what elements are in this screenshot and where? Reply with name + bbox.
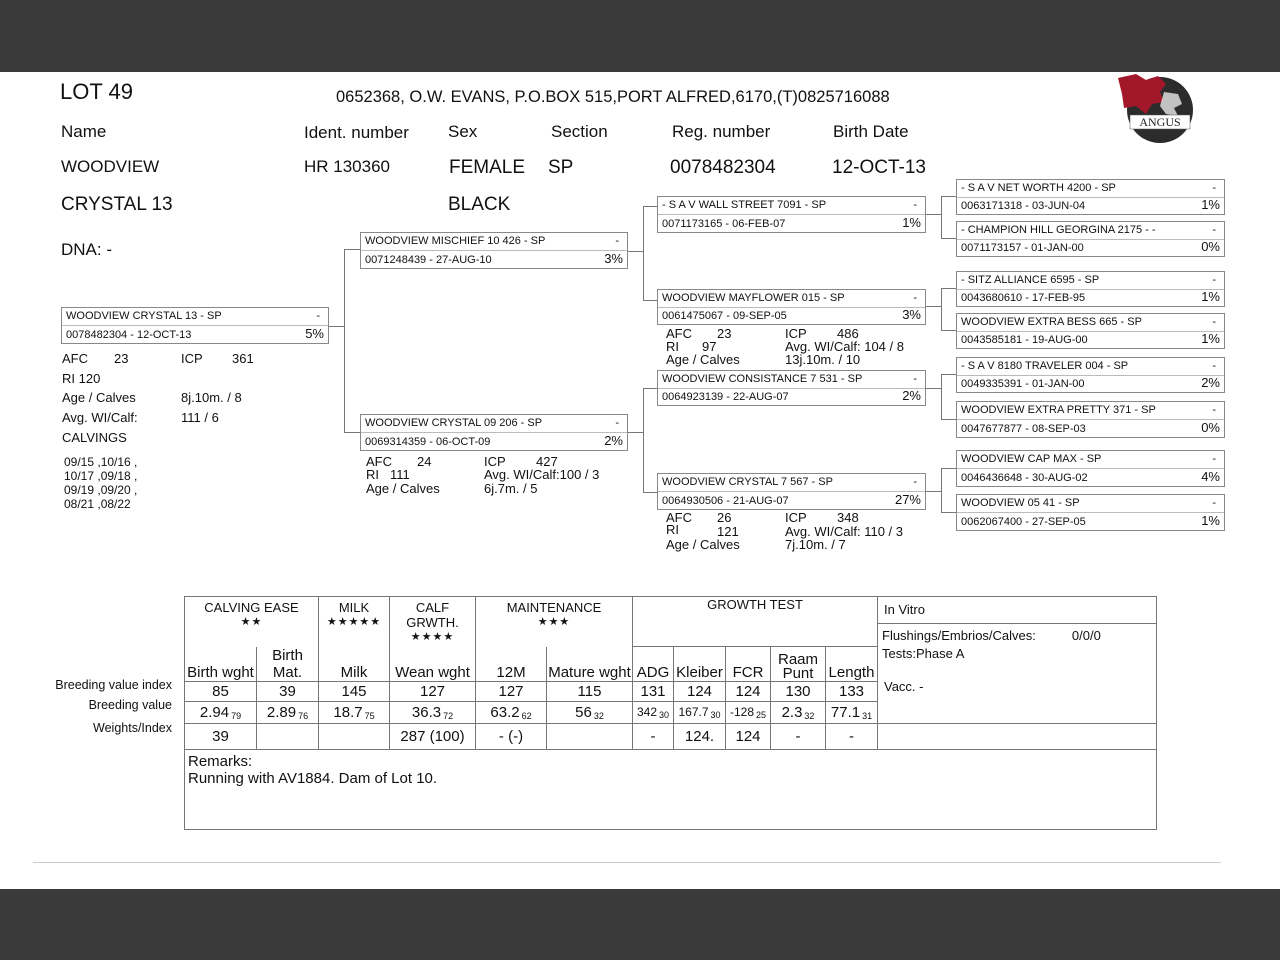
dam-age-label: Age / Calves: [366, 481, 440, 496]
weight-cell: 124: [726, 723, 771, 749]
index-cell: 124: [726, 681, 771, 701]
bv-cell: 56 $_{32}$: [547, 701, 633, 723]
gp-icp-value: 486: [837, 326, 859, 341]
gp-ri-value: 97: [702, 339, 717, 354]
gp-icp-label: ICP: [785, 326, 807, 341]
top-letterbox: [0, 0, 1280, 72]
wi-label: Avg. WI/Calf:: [62, 410, 138, 425]
pedigree-gp-box: WOODVIEW CRYSTAL 7 567 - SP - 0064930506 - 21-AUG-07 27%: [657, 473, 926, 510]
pedigree-ggp-box: - CHAMPION HILL GEORGINA 2175 - - - 0071173157 - 01-JAN-00 0%: [956, 221, 1225, 257]
section-header: Section: [551, 122, 608, 141]
weight-cell: 39: [185, 723, 257, 749]
gp-age-value: 13j.10m. / 10: [785, 352, 861, 367]
age-value: 8j.10m. / 8: [181, 390, 242, 405]
gp-icp-label: ICP: [785, 510, 807, 525]
pedigree-sire-box: WOODVIEW MISCHIEF 10 426 - SP - 0071248439 - 27-AUG-10 3%: [360, 232, 628, 269]
bv-cell: 2.89 $_{76}$: [257, 701, 319, 723]
age-label: Age / Calves: [62, 390, 136, 405]
dam-age-value: 6j.7m. / 5: [484, 481, 538, 496]
growth-test-group: GROWTH TEST: [633, 597, 878, 647]
side-info-panel: In Vitro Flushings/Embrios/Calves: 0/0/0 Tests:Phase A Vacc. -: [878, 597, 1157, 724]
weight-cell: -: [633, 723, 674, 749]
pedigree-ggp-box: WOODVIEW EXTRA PRETTY 371 - SP - 0047677877 - 08-SEP-03 0%: [956, 401, 1225, 438]
weight-cell: [547, 723, 633, 749]
index-cell: 133: [826, 681, 878, 701]
gp-age-label: Age / Calves: [666, 537, 740, 552]
weight-cell: - (-): [476, 723, 547, 749]
box-reg: 0078482304 - 12-OCT-13: [66, 329, 192, 341]
dam-ri-label: RI: [366, 467, 379, 482]
pedigree-ggp-box: - SITZ ALLIANCE 6595 - SP - 0043680610 - 17-FEB-95 1%: [956, 271, 1225, 307]
pedigree-gp-box: WOODVIEW CONSISTANCE 7 531 - SP - 0064923139 - 22-AUG-07 2%: [657, 370, 926, 406]
col-header: Milk: [319, 647, 390, 682]
bv-cell: 2.3 $_{32}$: [771, 701, 826, 723]
reg-number: 0078482304: [670, 157, 776, 178]
performance-table: [184, 596, 1157, 830]
lot-number: LOT 49: [60, 79, 133, 104]
row-label-index: Breeding value index: [55, 678, 172, 692]
calvings-line: 08/21 ,08/22: [64, 497, 131, 511]
box-pct: 5%: [305, 326, 324, 341]
divider: [33, 862, 1221, 863]
afc-value: 23: [114, 351, 129, 366]
dam-ri-value: 111: [390, 467, 410, 482]
weight-cell: 124.: [674, 723, 726, 749]
pedigree-ggp-box: WOODVIEW 05 41 - SP - 0062067400 - 27-SEP-05 1%: [956, 494, 1225, 531]
icp-value: 361: [232, 351, 254, 366]
index-cell: 39: [257, 681, 319, 701]
logo-text: ANGUS: [1139, 115, 1181, 129]
birth-header: Birth Date: [833, 122, 909, 141]
gp-icp-value: 348: [837, 510, 859, 525]
col-header: Kleiber: [674, 647, 726, 682]
remarks-label: Remarks:: [188, 752, 253, 770]
gp-ri-label: RI: [666, 522, 679, 537]
index-cell: 124: [674, 681, 726, 701]
calf-growth-group: CALF GRWTH. ★★★★: [390, 597, 476, 647]
pedigree-ggp-box: WOODVIEW CAP MAX - SP - 0046436648 - 30-AUG-02 4%: [956, 450, 1225, 487]
angus-logo: [1116, 72, 1194, 144]
weight-cell: 287 (100): [390, 723, 476, 749]
index-cell: 115: [547, 681, 633, 701]
row-label-weights: Weights/Index: [93, 721, 172, 735]
col-header: ADG: [633, 647, 674, 682]
gp-afc-value: 26: [717, 510, 732, 525]
calvings-line: 10/17 ,09/18 ,: [64, 469, 138, 483]
index-cell: 127: [390, 681, 476, 701]
gp-age-value: 7j.10m. / 7: [785, 537, 846, 552]
ident-header: Ident. number: [304, 123, 409, 142]
gp-ri-value: 121: [717, 524, 739, 539]
ident-number: HR 130360: [304, 157, 391, 176]
weight-cell: -: [826, 723, 878, 749]
calvings-label: CALVINGS: [62, 430, 127, 445]
section-value: SP: [548, 157, 574, 178]
bv-cell: 2.94 $_{79}$: [185, 701, 257, 723]
milk-group: MILK ★★★★★: [319, 597, 390, 647]
bv-cell: 342 $_{30}$: [633, 701, 674, 723]
pedigree-ggp-box: - S A V NET WORTH 4200 - SP - 0063171318 - 03-JUN-04 1%: [956, 179, 1225, 215]
dna-value: DNA: -: [61, 240, 112, 259]
col-header: Wean wght: [390, 647, 476, 682]
col-header: Birth Mat.: [257, 647, 319, 682]
gp-afc-label: AFC: [666, 510, 692, 525]
index-cell: 145: [319, 681, 390, 701]
col-header: Raam Punt: [771, 647, 826, 682]
remarks-text: Running with AV1884. Dam of Lot 10.: [188, 769, 438, 787]
row-label-bv: Breeding value: [88, 698, 172, 712]
afc-label: AFC: [62, 351, 88, 366]
bv-cell: 36.3 $_{72}$: [390, 701, 476, 723]
birth-date: 12-OCT-13: [832, 157, 926, 178]
bottom-letterbox: [0, 889, 1280, 960]
pedigree-gp-box: - S A V WALL STREET 7091 - SP - 0071173165 - 06-FEB-07 1%: [657, 196, 926, 233]
box-name: WOODVIEW CRYSTAL 13 - SP: [66, 310, 222, 322]
calvings-line: 09/19 ,09/20 ,: [64, 483, 138, 497]
pedigree-gp-box: WOODVIEW MAYFLOWER 015 - SP - 0061475067 - 09-SEP-05 3%: [657, 289, 926, 325]
dam-icp-label: ICP: [484, 454, 506, 469]
bv-cell: 167.7 $_{30}$: [674, 701, 726, 723]
icp-label: ICP: [181, 351, 203, 366]
animal-name-line1: WOODVIEW: [61, 157, 160, 176]
weight-cell: -: [771, 723, 826, 749]
sex-value: FEMALE: [449, 157, 526, 178]
gp-ri-label: RI: [666, 339, 679, 354]
col-header: Birth wght: [185, 647, 257, 682]
pedigree-self-box: WOODVIEW CRYSTAL 13 - SP - 0078482304 - 12-OCT-13 5%: [61, 307, 329, 344]
wi-value: 111 / 6: [181, 410, 219, 425]
bv-cell: 77.1 $_{31}$: [826, 701, 878, 723]
gp-wi: Avg. WI/Calf: 110 / 3: [785, 524, 904, 539]
remarks-cell: [185, 749, 1157, 829]
index-cell: 127: [476, 681, 547, 701]
dam-icp-value: 427: [536, 454, 558, 469]
gp-age-label: Age / Calves: [666, 352, 740, 367]
sex-header: Sex: [448, 122, 478, 141]
gp-afc-label: AFC: [666, 326, 692, 341]
maintenance-group: MAINTENANCE ★★★: [476, 597, 633, 647]
ri-value: RI 120: [62, 371, 101, 386]
weight-cell: [257, 723, 319, 749]
col-header: Length: [826, 647, 878, 682]
weight-cell: [319, 723, 390, 749]
index-cell: 85: [185, 681, 257, 701]
bv-cell: -128 $_{25}$: [726, 701, 771, 723]
col-header: Mature wght: [547, 647, 633, 682]
dam-afc-label: AFC: [366, 454, 392, 469]
bv-cell: 63.2 $_{62}$: [476, 701, 547, 723]
col-header: 12M: [476, 647, 547, 682]
dam-afc-value: 24: [417, 454, 432, 469]
color-value: BLACK: [448, 194, 511, 215]
animal-name-line2: CRYSTAL 13: [61, 194, 173, 215]
gp-afc-value: 23: [717, 326, 732, 341]
col-header: FCR: [726, 647, 771, 682]
pedigree-dam-box: WOODVIEW CRYSTAL 09 206 - SP - 0069314359 - 06-OCT-09 2%: [360, 414, 628, 451]
name-header: Name: [61, 122, 107, 141]
owner-line: 0652368, O.W. EVANS, P.O.BOX 515,PORT ALFRED,6170,(T)0825716088: [336, 88, 890, 106]
reg-header: Reg. number: [672, 122, 771, 141]
calvings-line: 09/15 ,10/16 ,: [64, 455, 138, 469]
index-cell: 130: [771, 681, 826, 701]
calving-ease-group: CALVING EASE ★★: [185, 597, 319, 647]
pedigree-ggp-box: WOODVIEW EXTRA BESS 665 - SP - 0043585181 - 19-AUG-00 1%: [956, 313, 1225, 349]
gp-wi: Avg. WI/Calf: 104 / 8: [785, 339, 904, 354]
index-cell: 131: [633, 681, 674, 701]
dam-wi: Avg. WI/Calf:100 / 3: [484, 467, 600, 482]
pedigree-ggp-box: - S A V 8180 TRAVELER 004 - SP - 0049335391 - 01-JAN-00 2%: [956, 357, 1225, 393]
bv-cell: 18.7 $_{75}$: [319, 701, 390, 723]
